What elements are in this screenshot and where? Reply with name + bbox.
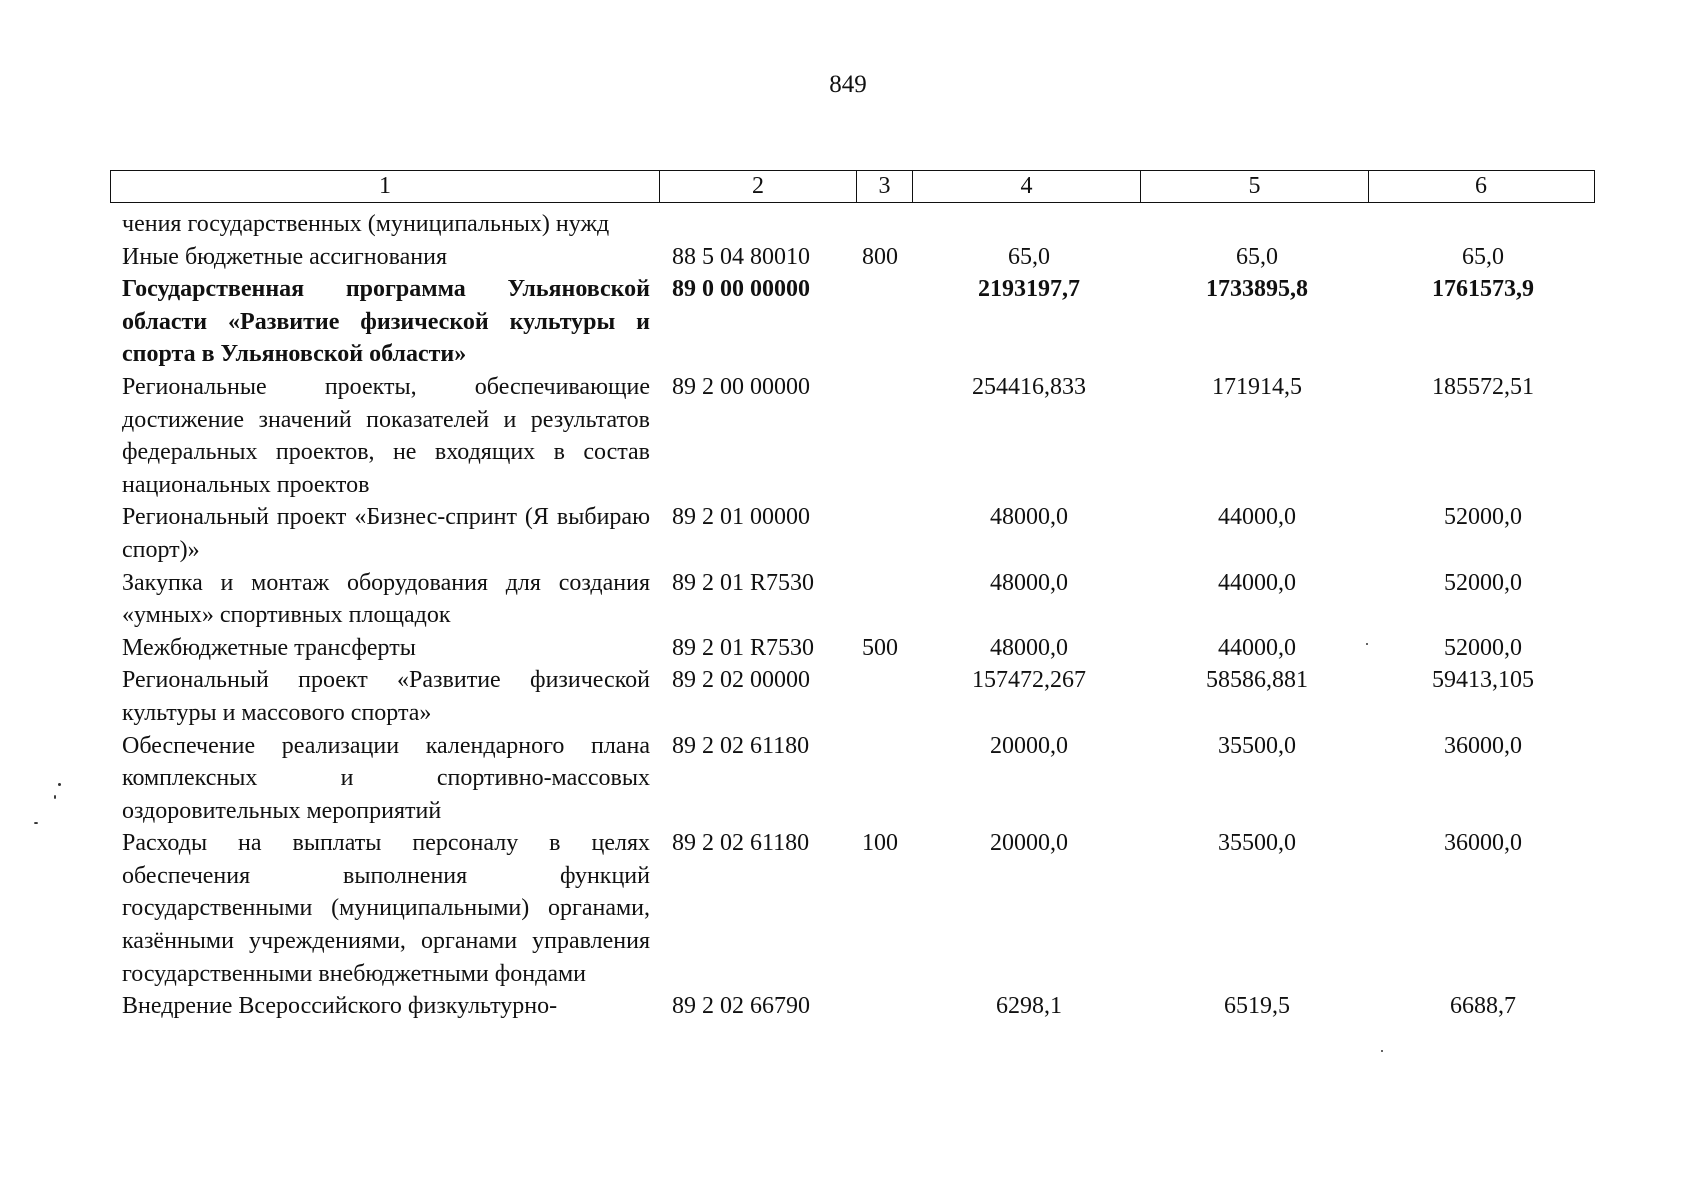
row-value-col6: 6688,7 (1450, 993, 1516, 1020)
row-value-col6: 52000,0 (1444, 569, 1522, 596)
row-value-col5: 35500,0 (1218, 732, 1296, 759)
row-expense-type: 800 (862, 243, 898, 270)
page-number: 849 (829, 71, 867, 98)
row-name: Обеспечение реализации календарного плана комплексных и спортивно-массовых оздоровительных мероприятий (122, 732, 650, 824)
row-value-col6: 52000,0 (1444, 634, 1522, 661)
header-cell-5: 5 (1141, 171, 1369, 202)
row-value-col6: 52000,0 (1444, 504, 1522, 531)
row-code: 89 2 02 61180 (672, 830, 810, 857)
row-code: 88 5 04 80010 (672, 243, 810, 270)
row-code: 89 2 02 00000 (672, 667, 810, 694)
row-value-col4: 2193197,7 (978, 276, 1080, 303)
table-row (0, 664, 1696, 729)
row-value-col6: 36000,0 (1444, 732, 1522, 759)
row-code: 89 0 00 00000 (672, 276, 810, 303)
row-value-col5: 58586,881 (1206, 667, 1308, 694)
row-value-col6: 59413,105 (1432, 667, 1534, 694)
row-value-col4: 48000,0 (990, 569, 1068, 596)
row-value-col4: 6298,1 (996, 993, 1062, 1020)
row-value-col5: 6519,5 (1224, 993, 1290, 1020)
table-row (0, 208, 1696, 241)
row-name: Региональный проект «Развитие физической культуры и массового спорта» (122, 667, 650, 726)
row-value-col6: 185572,51 (1432, 373, 1534, 400)
row-value-col4: 20000,0 (990, 830, 1068, 857)
header-cell-1: 1 (111, 171, 660, 202)
row-name: Закупка и монтаж оборудования для создания «умных» спортивных площадок (122, 569, 650, 629)
row-name: чения государственных (муниципальных) нужд (122, 211, 610, 237)
row-expense-type: 500 (862, 634, 898, 661)
row-code: 89 2 01 R7530 (672, 569, 815, 596)
row-value-col4: 48000,0 (990, 634, 1068, 661)
row-value-col4: 48000,0 (990, 504, 1068, 531)
header-cell-6: 6 (1475, 173, 1487, 199)
row-name: Межбюджетные трансферты (122, 634, 416, 661)
header-cell-4: 4 (913, 171, 1141, 202)
row-value-col5: 44000,0 (1218, 569, 1296, 596)
table-row (0, 827, 1696, 990)
table-row (0, 501, 1696, 566)
row-value-col5: 171914,5 (1212, 373, 1302, 400)
row-value-col5: 44000,0 (1218, 504, 1296, 531)
table-row (0, 990, 1696, 1023)
row-name: Государственная программа Ульяновской области «Развитие физической культуры и спорта в Ульяновской области» (122, 276, 650, 368)
row-code: 89 2 01 R7530 (672, 634, 815, 661)
row-value-col6: 36000,0 (1444, 830, 1522, 857)
table-row (0, 371, 1696, 501)
row-name: Иные бюджетные ассигнования (122, 243, 447, 270)
row-value-col4: 157472,267 (972, 667, 1086, 694)
table-row (0, 730, 1696, 828)
row-value-col4: 65,0 (1008, 243, 1050, 270)
row-value-col4: 20000,0 (990, 732, 1068, 759)
row-value-col5: 35500,0 (1218, 830, 1296, 857)
row-value-col4: 254416,833 (972, 373, 1086, 400)
row-code: 89 2 02 61180 (672, 732, 810, 759)
row-value-col5: 65,0 (1236, 243, 1278, 270)
table-row (0, 567, 1696, 632)
table-body (0, 208, 1696, 1023)
row-name: Региональный проект «Бизнес-спринт (Я выбираю спорт)» (122, 504, 650, 563)
row-value-col5: 1733895,8 (1206, 276, 1308, 303)
row-name: Внедрение Всероссийского физкультурно- (122, 993, 558, 1020)
row-value-col6: 1761573,9 (1432, 276, 1534, 303)
row-value-col6: 65,0 (1462, 243, 1504, 270)
header-cell-2: 2 (660, 171, 857, 202)
row-code: 89 2 00 00000 (672, 373, 810, 400)
table-row (0, 241, 1696, 274)
header-cell-3: 3 (857, 171, 913, 202)
row-name: Региональные проекты, обеспечивающие достижение значений показателей и результатов федеральных проектов, не входящих в состав национальных проектов (122, 373, 650, 498)
row-name: Расходы на выплаты персоналу в целях обеспечения выполнения функций государственными (муниципальными) органами, казёнными учреждениями, органами управления государственными внебюджетными фондами (122, 830, 650, 987)
table-header (110, 170, 1595, 203)
table-row-program (0, 273, 1696, 371)
row-expense-type: 100 (862, 830, 898, 857)
row-value-col5: 44000,0 (1218, 634, 1296, 661)
row-code: 89 2 02 66790 (672, 993, 810, 1020)
table-row (0, 632, 1696, 665)
row-code: 89 2 01 00000 (672, 504, 810, 531)
